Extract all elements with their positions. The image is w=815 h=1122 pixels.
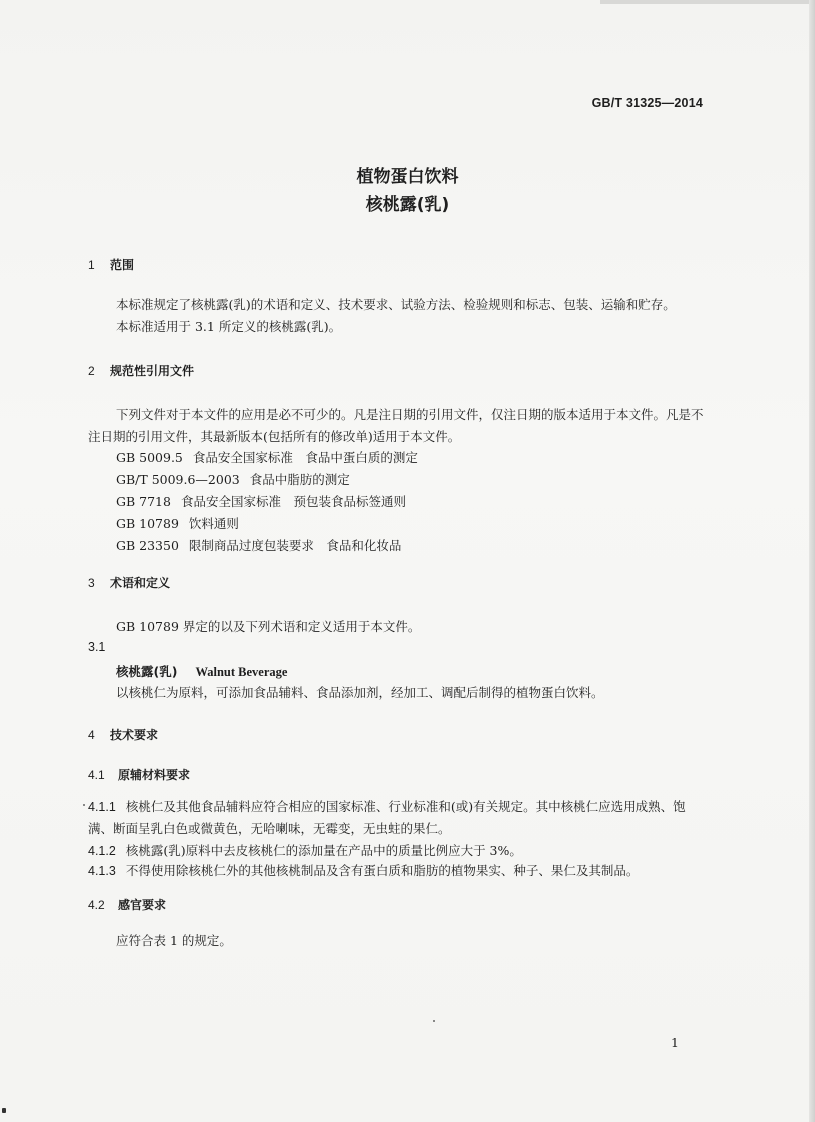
section-title: 范围 [110,258,135,272]
section-1-para-2: 本标准适用于 3.1 所定义的核桃露(乳)。 [116,319,342,334]
term-entry [116,662,287,680]
section-1-heading [88,256,134,273]
normative-reference [116,448,418,466]
page-number: 1 [671,1035,679,1050]
clause-text: 核桃露(乳)原料中去皮核桃仁的添加量在产品中的质量比例应大于 3%。 [125,843,522,858]
scan-speck [2,1108,6,1113]
section-title: 技术要求 [110,728,159,742]
subsection-4-2-heading [88,896,166,913]
term-english: Walnut Beverage [195,665,288,679]
clause-text: 核桃仁及其他食品辅料应符合相应的国家标准、行业标准和(或)有关规定。其中核桃仁应选用成熟、饱满、断面呈乳白色或微黄色，无哈喇味，无霉变，无虫蛀的果仁。 [88,799,686,836]
clause-4-1-2 [88,840,708,862]
subsection-4-1-heading [88,766,190,783]
section-4-heading [88,726,158,743]
reference-title: 限制商品过度包装要求 食品和化妆品 [188,538,402,553]
reference-title: 食品安全国家标准 预包装食品标签通则 [180,494,406,509]
normative-reference [116,492,406,510]
section-number: 4 [88,728,95,742]
section-number: 2 [88,364,95,378]
section-2-heading [88,362,194,379]
standard-number: GB/T 31325—2014 [591,96,703,110]
clause-4-1-3 [88,860,718,882]
reference-code: GB 10789 [116,516,179,531]
normative-reference [116,536,401,554]
reference-code: GB 23350 [116,538,179,553]
subsection-number: 4.1 [88,768,105,782]
normative-reference [116,470,350,488]
term-chinese: 核桃露(乳) [116,664,178,679]
reference-code: GB/T 5009.6—2003 [116,472,240,487]
section-title: 规范性引用文件 [110,364,195,378]
subsection-number: 4.2 [88,898,105,912]
section-number: 3 [88,576,95,590]
subsection-4-2-text: 应符合表 1 的规定。 [116,933,232,948]
clause-number: 4.1.3 [88,864,116,878]
section-2-intro: 下列文件对于本文件的应用是必不可少的。凡是注日期的引用文件，仅注日期的版本适用于本文件。凡是不注日期的引用文件，其最新版本(包括所有的修改单)适用于本文件。 [88,407,704,444]
section-title: 术语和定义 [110,576,171,590]
section-1-para-1: 本标准规定了核桃露(乳)的术语和定义、技术要求、试验方法、检验规则和标志、包装、运输和贮存。 [116,297,676,312]
reference-title: 食品中脂肪的测定 [249,472,350,487]
document-title-line2: 核桃露(乳) [365,195,450,215]
document-title-line1: 植物蛋白饮料 [356,167,459,187]
term-number: 3.1 [88,640,106,654]
clause-text: 不得使用除核桃仁外的其他核桃制品及含有蛋白质和脂肪的植物果实、种子、果仁及其制品。 [125,863,639,878]
subsection-title: 感官要求 [118,898,167,912]
reference-code: GB 7718 [116,494,171,509]
section-3-intro: GB 10789 界定的以及下列术语和定义适用于本文件。 [116,619,421,634]
reference-title: 食品安全国家标准 食品中蛋白质的测定 [192,450,418,465]
section-number: 1 [88,258,95,272]
reference-title: 饮料通则 [188,516,239,531]
section-3-heading [88,574,170,591]
normative-reference [116,514,239,532]
clause-4-1-1 [88,796,710,840]
scan-edge-top [600,0,815,4]
scan-speck [433,1020,435,1022]
reference-code: GB 5009.5 [116,450,183,465]
clause-number: 4.1.1 [88,800,116,814]
clause-number: 4.1.2 [88,844,116,858]
subsection-title: 原辅材料要求 [118,768,191,782]
scan-speck [83,804,85,806]
term-definition: 以核桃仁为原料，可添加食品辅料、食品添加剂，经加工、调配后制得的植物蛋白饮料。 [116,685,604,700]
